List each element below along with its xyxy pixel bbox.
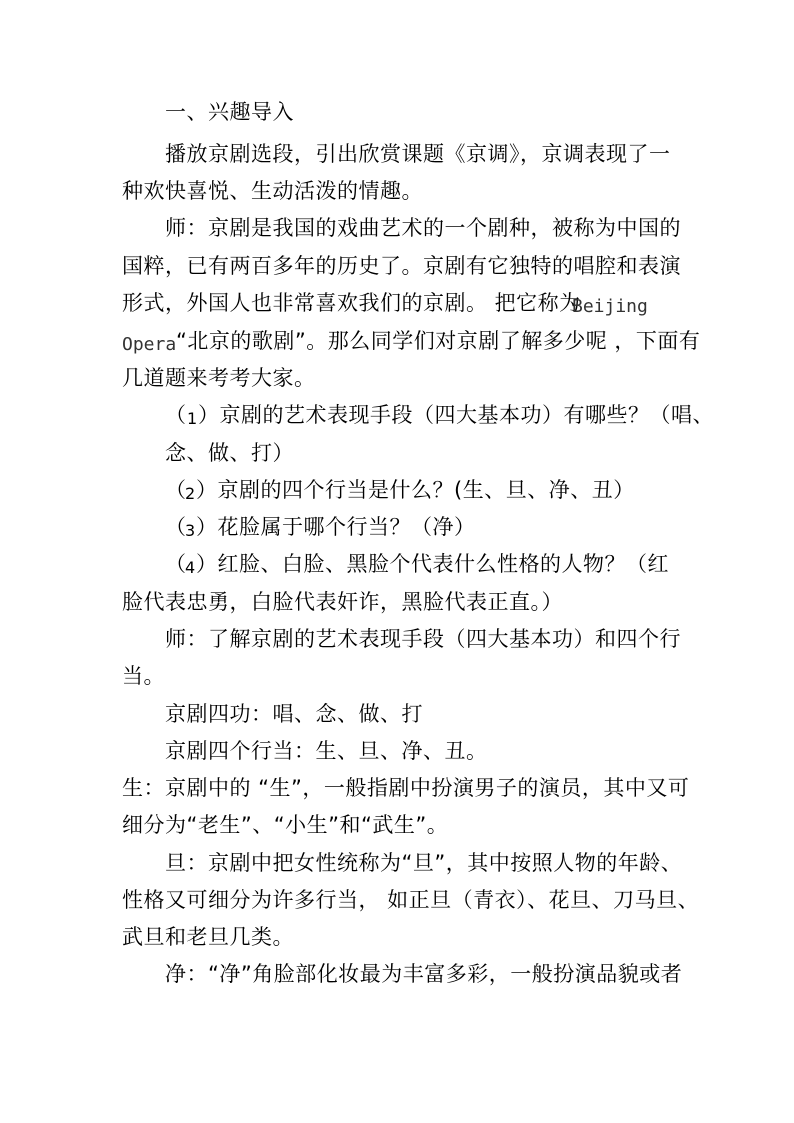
question-number: 1 (187, 409, 198, 428)
paragraph-line: 种欢快喜悦、生动活泼的情趣。 (122, 179, 423, 203)
paragraph-line: 几道题来考考大家。 (122, 366, 316, 390)
question-number: 2 (185, 484, 196, 503)
question-text: 脸代表忠勇，白脸代表奸诈，黑脸代表正直。） (122, 590, 563, 614)
question-open-paren: （ (165, 478, 187, 502)
paragraph-line: “北京的歌剧”。那么同学们对京剧了解多少呢 ，下面有 (176, 329, 701, 353)
paragraph-line: 播放京剧选段，引出欣赏课题《京调》，京调表现了一 (165, 142, 671, 166)
paragraph-line: 京剧四功：唱、念、做、打 (165, 702, 423, 726)
paragraph-line: 师：了解京剧的艺术表现手段（四大基本功）和四个行 (165, 627, 681, 651)
paragraph-line: 形式，外国人也非常喜欢我们的京剧。 把它称为 (122, 291, 581, 315)
question-text: ）京剧的四个行当是什么？(生、旦、净、丑） (196, 478, 635, 502)
question-open-paren: （ (165, 403, 187, 427)
english-term: Opera (122, 334, 177, 355)
question-text: ）京剧的艺术表现手段（四大基本功）有哪些？（唱、 (198, 403, 714, 427)
paragraph-line: 旦：京剧中把女性统称为“旦”，其中按照人物的年龄、 (165, 851, 683, 875)
question-number: 4 (185, 558, 196, 577)
question-open-paren: （ (165, 515, 187, 539)
paragraph-line: 当。 (122, 664, 165, 688)
question-open-paren: （ (165, 552, 187, 576)
english-term: Beijing (572, 296, 648, 317)
question-number: 3 (185, 521, 196, 540)
section-heading: 一、兴趣导入 (165, 100, 294, 124)
paragraph-line: 净：“净”角脸部化妆最为丰富多彩，一般扮演品貌或者 (165, 962, 683, 986)
paragraph-line: 国粹，已有两百多年的历史了。京剧有它独特的唱腔和表演 (122, 254, 681, 278)
question-text: ）花脸属于哪个行当？（净） (196, 515, 476, 539)
paragraph-line: 武旦和老旦几类。 (122, 925, 294, 949)
paragraph-line: 细分为“老生”、“小生”和“武生”。 (122, 813, 449, 837)
question-text: 念、做、打） (165, 441, 294, 465)
paragraph-line: 生：京剧中的 “生”，一般指剧中扮演男子的演员，其中又可 (122, 776, 690, 800)
question-text: ）红脸、白脸、黑脸个代表什么性格的人物？（红 (196, 552, 669, 576)
paragraph-line: 京剧四个行当：生、旦、净、丑。 (165, 739, 488, 763)
paragraph-line: 师：京剧是我国的戏曲艺术的一个剧种，被称为中国的 (165, 216, 681, 240)
paragraph-line: 性格又可细分为许多行当， 如正旦（青衣）、花旦、刀马旦、 (122, 888, 700, 912)
